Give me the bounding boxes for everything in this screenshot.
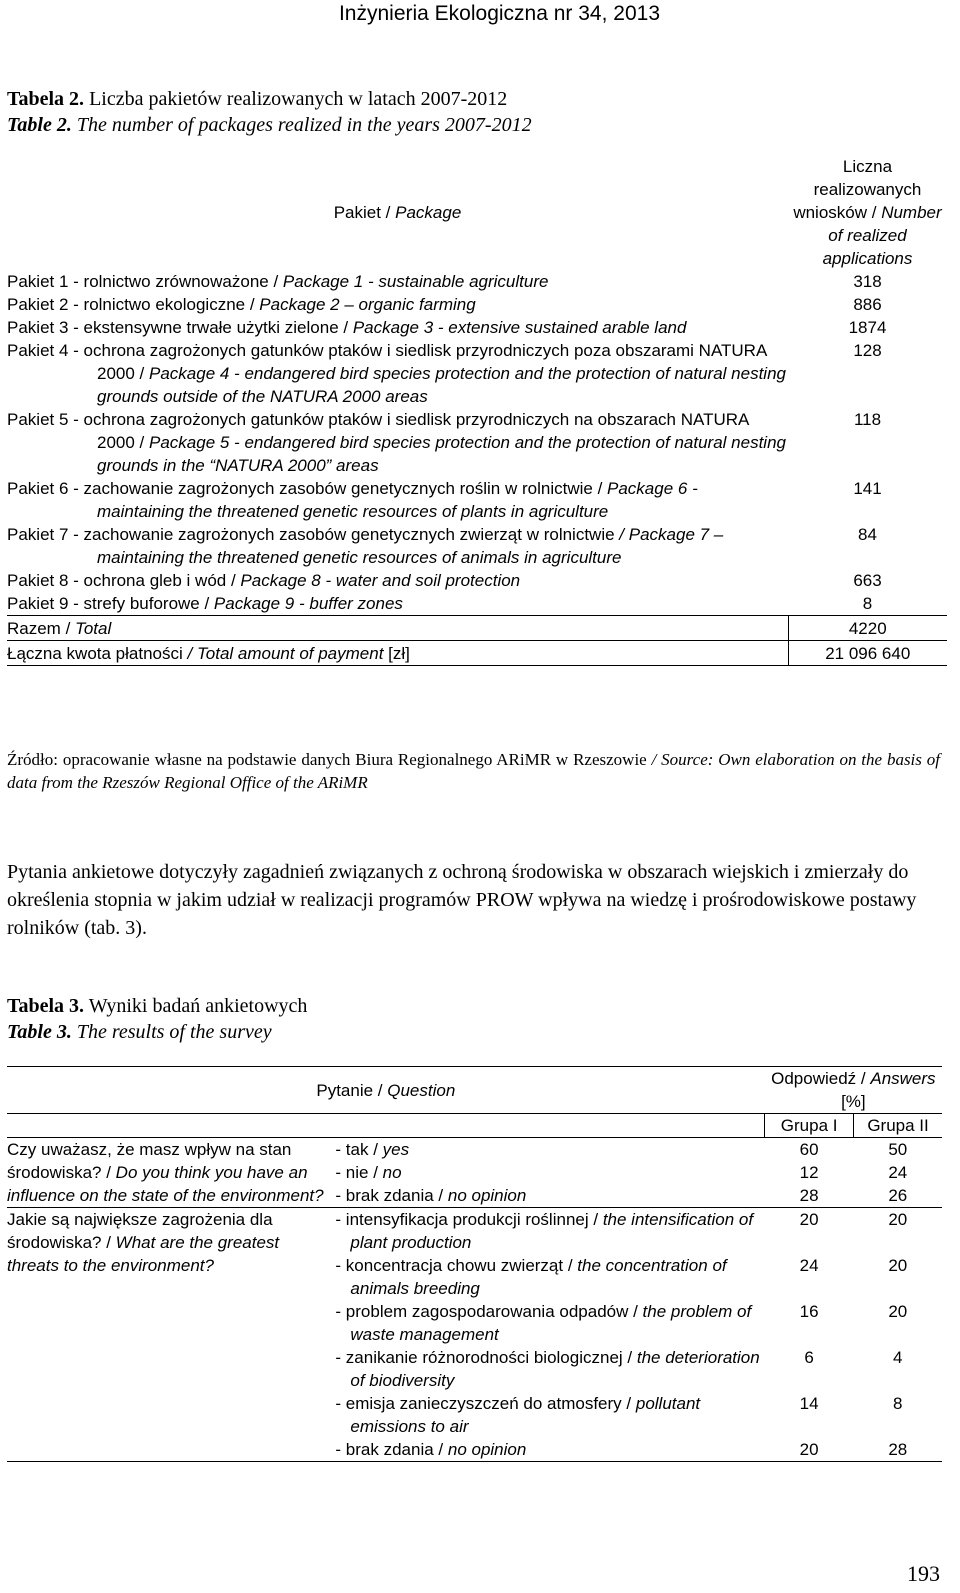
table-row: Pakiet 9 - strefy buforowe / Package 9 - buffer zones 8 [7,592,947,616]
table2-col2-header: Liczna realizowanych wniosków / Number of realized applications [793,157,942,268]
answer-item: - nie / no [335,1163,402,1182]
payment-value: 21 096 640 [788,641,947,666]
row-value: 84 [858,525,877,544]
journal-header: Inżynieria Ekologiczna nr 34, 2013 [338,2,660,25]
question-row [7,1208,942,1462]
group1-header: Grupa I [765,1114,854,1138]
question-header: Pytanie / Question [316,1080,456,1100]
table-row: Pakiet 4 - ochrona zagrożonych gatunków ptaków i siedlisk przyrodniczych poza obszarami NATURA 2000 / Package 4 - endangered bird species protection and the protection of natural nesting grounds outside of the NATURA 2000 areas 128 [7,339,947,408]
answer-list [335,1138,764,1208]
question-row [7,1138,942,1208]
question-text: Jakie są największe zagrożenia dla środowiska? / What are the greatest threats to the environment? [7,1208,335,1462]
table3-header-row [7,1067,942,1114]
group1-values: 60 12 28 [799,1140,819,1205]
table-row: Pakiet 1 - rolnictwo zrównoważone / Package 1 - sustainable agriculture 318 [7,270,947,293]
answer-item: - koncentracja chowu zwierząt / the concentration of animals breeding [335,1256,727,1298]
row-value: 886 [853,295,882,314]
row-value: 1874 [848,318,887,337]
group2-values: 20 20 20 4 8 28 [854,1208,942,1462]
table2-col1-header: Pakiet / Package [333,203,462,222]
table2-caption-en: Table 2. The number of packages realized in the years 2007-2012 [7,114,532,136]
table2-source: Źródło: opracowanie własne na podstawie danych Biura Regionalnego ARiMR w Rzeszowie / Source: Own elaboration on the basis of data from the Rzeszów Regional Office of the ARiMR [7,750,940,792]
question-text: Czy uważasz, że masz wpływ na stan środowiska? / Do you think you have an influence on the state of the environment? [7,1140,324,1205]
packages-table [7,155,947,666]
table3-caption-pl: Tabela 3. Wyniki badań ankietowych [7,995,308,1017]
total-row: Razem / Total 4220 [7,616,947,641]
total-value: 4220 [788,616,947,641]
table2-header-row [7,155,947,270]
body-paragraph: Pytania ankietowe dotyczyły zagadnień związanych z ochroną środowiska w obszarach wiejskich i zmierzały do określenia stopnia w jakim udział w realizacji programów PROW wpływa na wiedzę i prośrodowiskowe postawy rolników (tab. 3). [7,861,917,939]
row-value: 663 [853,571,882,590]
table-row: Pakiet 7 - zachowanie zagrożonych zasobów genetycznych zwierząt w rolnictwie / Package 7 – maintaining the threatened genetic resources of animals in agriculture 84 [7,523,947,569]
answer-item: - zanikanie różnorodności biologicznej / the deterioration of biodiversity [335,1348,760,1390]
row-value: 8 [862,594,873,613]
row-value: 141 [853,479,882,498]
group1-values: 20 24 16 6 14 20 [765,1208,854,1462]
answer-item: - brak zdania / no opinion [335,1186,527,1205]
answer-item: - emisja zanieczyszczeń do atmosfery / pollutant emissions to air [335,1394,701,1436]
table-row: Pakiet 3 - ekstensywne trwałe użytki zielone / Package 3 - extensive sustained arable land 1874 [7,316,947,339]
table2-caption-pl: Tabela 2. Liczba pakietów realizowanych w latach 2007-2012 [7,88,508,110]
answer-item: - brak zdania / no opinion [335,1440,527,1459]
answer-item: - intensyfikacja produkcji roślinnej / the intensification of plant production [335,1210,754,1252]
row-value: 128 [853,341,882,360]
answer-list [335,1208,764,1462]
answers-header: Odpowiedź / Answers [%] [771,1069,936,1111]
table-row: Pakiet 8 - ochrona gleb i wód / Package 8 - water and soil protection 663 [7,569,947,592]
survey-table [7,1066,942,1462]
page-number: 193 [907,1561,940,1586]
group2-values: 50 24 26 [888,1140,908,1205]
row-value: 118 [853,410,882,429]
table-row: Pakiet 2 - rolnictwo ekologiczne / Package 2 – organic farming 886 [7,293,947,316]
answer-item: - problem zagospodarowania odpadów / the problem of waste management [335,1302,752,1344]
table3-caption-en: Table 3. The results of the survey [7,1021,272,1043]
group2-header: Grupa II [854,1114,942,1138]
group-header-row [7,1114,942,1138]
table-row: Pakiet 5 - ochrona zagrożonych gatunków ptaków i siedlisk przyrodniczych na obszarach NATURA 2000 / Package 5 - endangered bird species protection and the protection of natural nesting grounds in the “NATURA 2000” areas 118 [7,408,947,477]
payment-row: Łączna kwota płatności / Total amount of payment [zł] 21 096 640 [7,641,947,666]
table2-caption [7,86,532,138]
row-value: 318 [853,272,882,291]
table-row: Pakiet 6 - zachowanie zagrożonych zasobów genetycznych roślin w rolnictwie / Package 6 - maintaining the threatened genetic resources of plants in agriculture 141 [7,477,947,523]
answer-item: - tak / yes [335,1140,410,1159]
table3-caption [7,993,307,1045]
